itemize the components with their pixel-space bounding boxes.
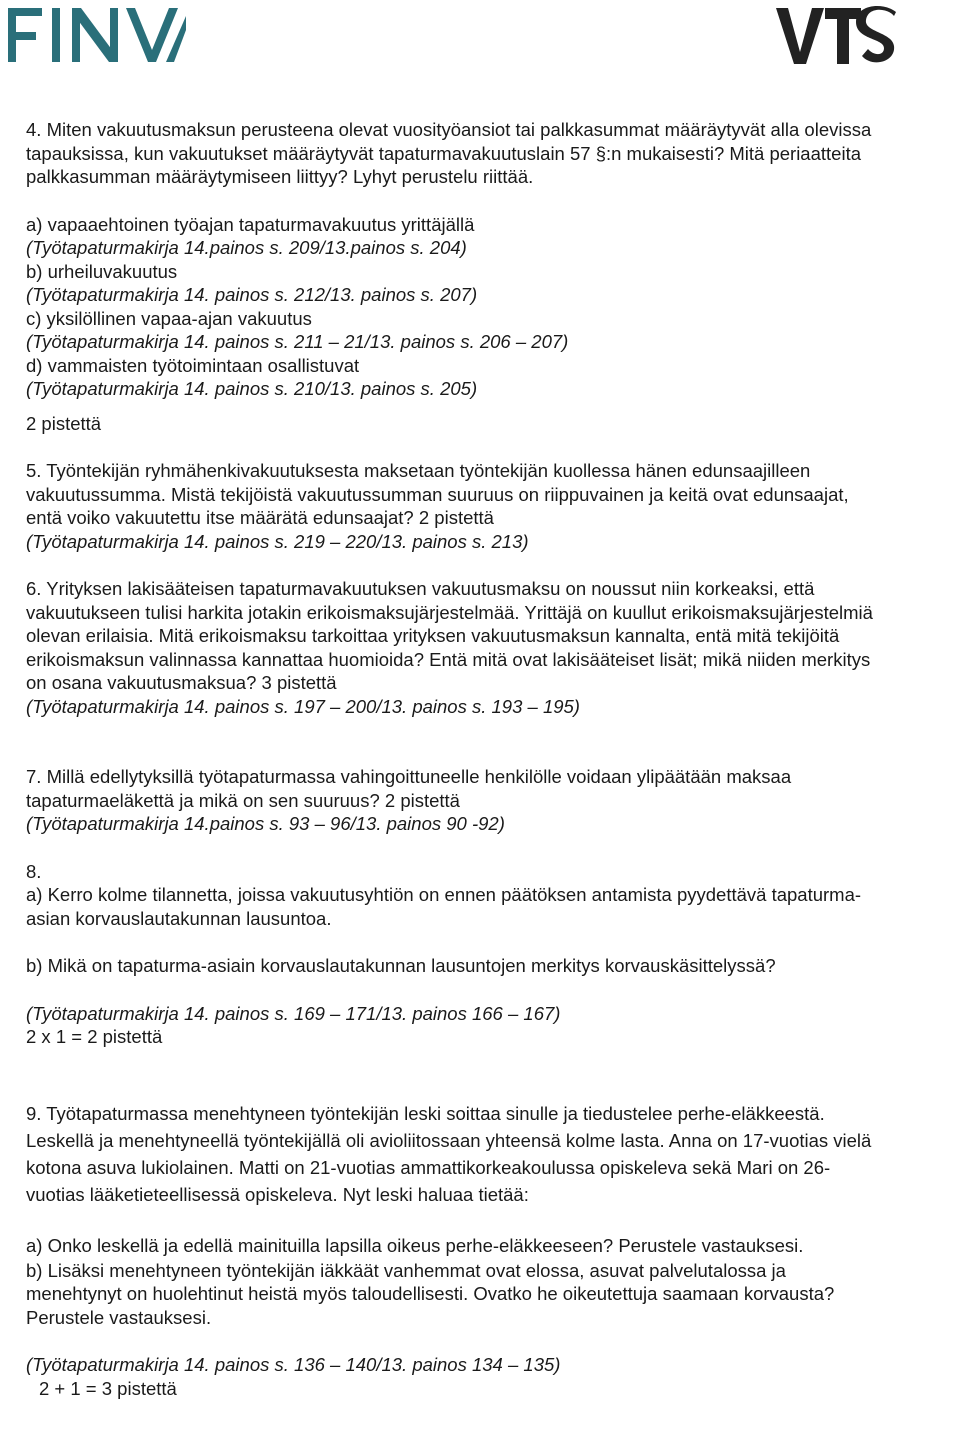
question-text: palkkasumman määräytymiseen liittyy? Lyhyt perustelu riittää. bbox=[26, 166, 534, 187]
question-text: 9. Työtapaturmassa menehtyneen työntekijän leski soittaa sinulle ja tiedustelee perhe-eläkkeestä. bbox=[26, 1102, 825, 1124]
question-5 bbox=[26, 459, 958, 553]
question-6 bbox=[26, 577, 958, 718]
reference: (Työtapaturmakirja 14.painos s. 209/13.painos s. 204) bbox=[26, 237, 467, 258]
subquestion-d: d) vammaisten työtoimintaan osallistuvat bbox=[26, 354, 360, 376]
subquestion-b: Perustele vastauksesi. bbox=[26, 1306, 212, 1328]
exam-questions bbox=[26, 118, 958, 1400]
subquestion-a: a) Onko leskellä ja edellä mainituilla lapsilla oikeus perhe-eläkkeeseen? Perustele vastauksesi. bbox=[26, 1234, 804, 1256]
question-text: kotona asuva lukiolainen. Matti on 21-vuotias ammattikorkeakoulussa opiskeleva sekä Mari on 26- bbox=[26, 1156, 831, 1178]
question-text: vuotias lääketieteellisessä opiskeleva. Nyt leski haluaa tietää: bbox=[26, 1183, 529, 1205]
question-text: Leskellä ja menehtyneellä työntekijällä oli avioliitossaan yhteensä kolme lasta. Anna on 17-vuotias vielä bbox=[26, 1129, 872, 1151]
subquestion-b: b) Lisäksi menehtyneen työntekijän iäkkäät vanhemmat ovat elossa, asuvat palvelutalossa ja bbox=[26, 1259, 786, 1281]
question-9 bbox=[26, 1100, 958, 1401]
page-header bbox=[0, 0, 960, 80]
question-text: 7. Millä edellytyksillä työtapaturmassa vahingoittuneelle henkilölle voidaan ylipäätään maksaa bbox=[26, 766, 792, 787]
reference: (Työtapaturmakirja 14. painos s. 197 – 200/13. painos s. 193 – 195) bbox=[26, 695, 580, 717]
question-text: entä voiko vakuutettu itse määrätä edunsaajat? 2 pistettä bbox=[26, 507, 494, 528]
subquestion-b: b) Mikä on tapaturma-asiain korvauslautakunnan lausuntojen merkitys korvauskäsittelyssä? bbox=[26, 955, 776, 976]
question-text: 6. Yrityksen lakisääteisen tapaturmavakuutuksen vakuutusmaksu on noussut niin korkeaksi, että bbox=[26, 578, 815, 599]
reference: (Työtapaturmakirja 14.painos s. 93 – 96/13. painos 90 -92) bbox=[26, 813, 505, 834]
vts-logo bbox=[770, 2, 900, 70]
subquestion-a: a) Kerro kolme tilannetta, joissa vakuutusyhtiön on ennen päätöksen antamista pyydettävä tapaturma- bbox=[26, 884, 862, 905]
reference: (Työtapaturmakirja 14. painos s. 136 – 140/13. painos 134 – 135) bbox=[26, 1354, 561, 1375]
question-text: 5. Työntekijän ryhmähenkivakuutuksesta maksetaan työntekijän kuollessa hänen edunsaajilleen bbox=[26, 460, 811, 481]
question-number: 8. bbox=[26, 860, 42, 882]
points: 2 x 1 = 2 pistettä bbox=[26, 1026, 163, 1047]
subquestion-a: a) vapaaehtoinen työajan tapaturmavakuutus yrittäjällä bbox=[26, 213, 475, 235]
subquestion-a: asian korvauslautakunnan lausuntoa. bbox=[26, 907, 332, 929]
question-text: on osana vakuutusmaksua? 3 pistettä bbox=[26, 672, 337, 693]
points: 2 pistettä bbox=[26, 412, 102, 434]
subquestion-c: c) yksilöllinen vapaa-ajan vakuutus bbox=[26, 307, 312, 329]
question-text: vakuutukseen tulisi harkita jotakin erikoismaksujärjestelmää. Yrittäjä on kuullut erikoismaksujärjestelmiä bbox=[26, 601, 873, 623]
subquestion-b: menehtynyt on huolehtinut heistä myös taloudellisesti. Ovatko he oikeutettuja saamaan korvausta? bbox=[26, 1283, 835, 1304]
question-text: 4. Miten vakuutusmaksun perusteena olevat vuosityöansiot tai palkkasummat määräytyvät alla olevissa bbox=[26, 119, 872, 140]
subquestion-b: b) urheiluvakuutus bbox=[26, 260, 178, 282]
reference: (Työtapaturmakirja 14. painos s. 169 – 171/13. painos 166 – 167) bbox=[26, 1002, 561, 1024]
reference: (Työtapaturmakirja 14. painos s. 219 – 220/13. painos s. 213) bbox=[26, 530, 529, 552]
question-8 bbox=[26, 860, 958, 1049]
reference: (Työtapaturmakirja 14. painos s. 212/13. painos s. 207) bbox=[26, 284, 478, 305]
question-text: erikoismaksun valinnassa kannattaa huomioida? Entä mitä ovat lakisääteiset lisät; mikä niiden merkitys bbox=[26, 648, 871, 670]
reference: (Työtapaturmakirja 14. painos s. 210/13. painos s. 205) bbox=[26, 378, 478, 399]
points: 2 + 1 = 3 pistettä bbox=[39, 1377, 177, 1399]
question-text: vakuutussumma. Mistä tekijöistä vakuutussumman suuruus on riippuvainen ja keitä ovat edunsaajat, bbox=[26, 483, 849, 505]
question-4 bbox=[26, 118, 958, 435]
question-text: tapaturmaeläkettä ja mikä on sen suuruus? 2 pistettä bbox=[26, 789, 460, 811]
finva-logo bbox=[0, 0, 200, 70]
question-7 bbox=[26, 765, 958, 836]
question-text: olevan erilaisia. Mitä erikoismaksu tarkoittaa yrityksen vakuutusmaksun kannalta, entä mitä tekijöitä bbox=[26, 625, 840, 646]
reference: (Työtapaturmakirja 14. painos s. 211 – 21/13. painos s. 206 – 207) bbox=[26, 331, 569, 352]
question-text: tapauksissa, kun vakuutukset määräytyvät tapaturmavakuutuslain 57 §:n mukaisesti? Mitä periaatteita bbox=[26, 142, 861, 164]
